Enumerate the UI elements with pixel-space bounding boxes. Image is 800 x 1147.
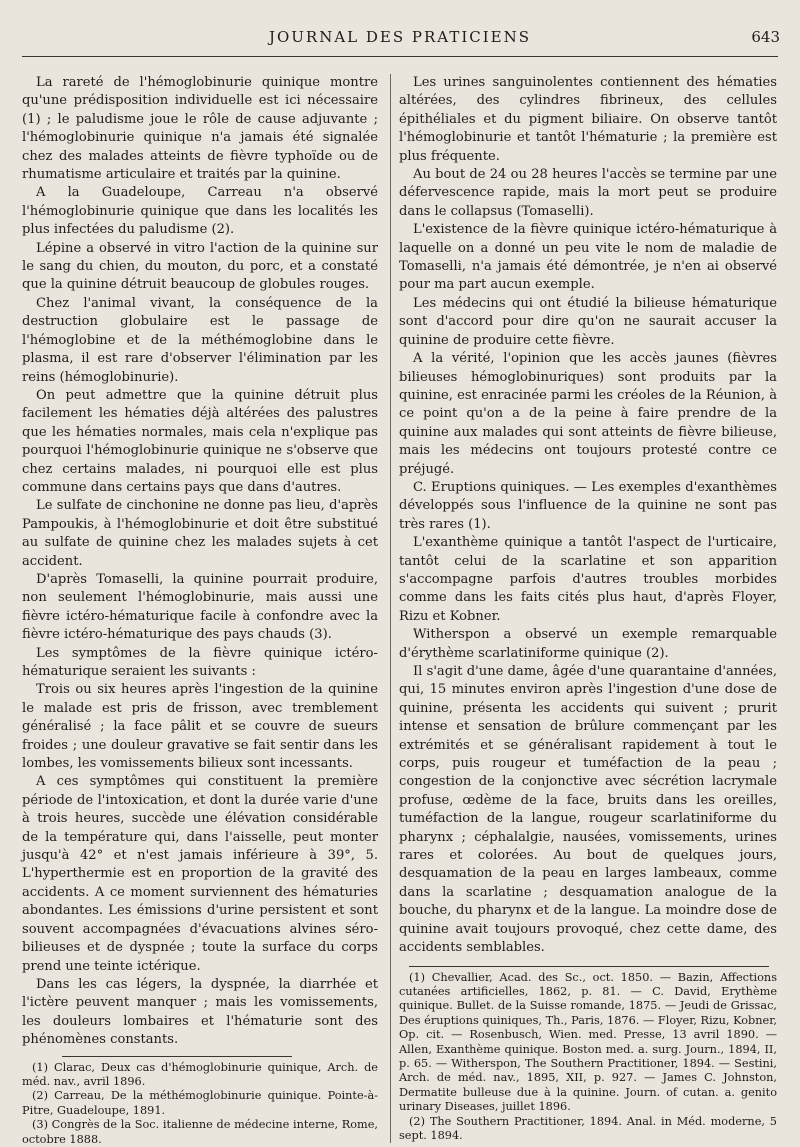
- header-rule: [22, 56, 778, 57]
- paragraph: Chez l'animal vivant, la conséquence de la destruction globulaire est le passage de l'hémoglobine et de la méthémoglobine dans le plasma, il est rare d'observer l'élimination par les reins (hémoglobinurie).: [22, 295, 378, 385]
- paragraph: L'existence de la fièvre quinique ictéro-hématurique à laquelle on a donné un peu vite le nom de maladie de Tomaselli, n'a jamais été démontrée, je n'en ai observé pour ma part aucun exemple.: [399, 222, 777, 293]
- footnote: (1) Clarac, Deux cas d'hémoglobinurie quinique, Arch. de méd. nav., avril 1896.: [22, 1060, 378, 1088]
- paragraph: Lépine a observé in vitro l'action de la quinine sur le sang du chien, du mouton, du porc, et a constaté que la quinine détruit beaucoup de globules rouges.: [22, 240, 378, 293]
- right-column: [390, 74, 777, 1143]
- journal-title: JOURNAL DES PRATICIENS: [268, 28, 532, 46]
- paragraph: La rareté de l'hémoglobinurie quinique montre qu'une prédisposition individuelle est ici nécessaire (1) ; le paludisme joue le rôle de cause adjuvante ; l'hémoglobinurie quinique n'a jamais été signalée chez des malades atteints de fièvre typhoïde ou de rhumatisme articulaire et traités par la quinine.: [22, 75, 378, 183]
- footnote-rule: [62, 1056, 292, 1057]
- paragraph: Les urines sanguinolentes contiennent des hématies altérées, des cylindres fibrineux, des cellules épithéliales et du pigment biliaire. On observe tantôt l'hémoglobinurie et tantôt l'hématurie ; la première est plus fréquente.: [399, 75, 777, 164]
- page-number: 643: [751, 28, 780, 46]
- footnote: (1) Chevallier, Acad. des Sc., oct. 1850. — Bazin, Affections cutanées artificielles, 1862, p. 81. — C. David, Erythème quinique. Bullet. de la Suisse romande, 1875. — Jeudi de Grissac, Des éruptions quiniques, Th., Paris, 1876. — Floyer, Rizu, Kobner, Op. cit. — Rosenbusch, Wien. med. Presse, 13 avril 1890. — Allen, Exanthème quinique. Boston med. a. surg. Journ., 1894, II, p. 65. — Witherspon, The Southern Practitioner, 1894. — Sestini, Arch. de méd. nav., 1895, XII, p. 927. — James C. Johnston, Dermatite bulleuse due à la quinine. Journ. of cutan. a. genito urinary Diseases, juillet 1896.: [399, 970, 777, 1114]
- paragraph: On peut admettre que la quinine détruit plus facilement les hématies déjà altérées des palustres que les hématies normales, mais cela n'explique pas pourquoi l'hémoglobinurie quinique ne s'observe que chez certains malades, ni pourquoi elle est plus commune dans certains pays que dans d'autres.: [22, 387, 378, 495]
- footnote: (2) Carreau, De la méthémoglobinurie quinique. Pointe-à-Pitre, Guadeloupe, 1891.: [22, 1089, 378, 1117]
- paragraph: L'exanthème quinique a tantôt l'aspect de l'urticaire, tantôt celui de la scarlatine et son apparition s'accompagne parfois d'autres troubles morbides comme dans les faits cités plus haut, d'après Floyer, Rizu et Kobner.: [399, 535, 777, 624]
- left-column: [22, 74, 378, 1147]
- paragraph: C. Eruptions quiniques. — Les exemples d'exanthèmes développés sous l'influence de la quinine ne sont pas très rares (1).: [399, 479, 777, 532]
- paragraph: Witherspon a observé un exemple remarquable d'érythème scarlatiniforme quinique (2).: [399, 627, 777, 661]
- footnote-rule: [409, 966, 769, 967]
- paragraph: D'après Tomaselli, la quinine pourrait produire, non seulement l'hémoglobinurie, mais aussi une fièvre ictéro-hématurique facile à confondre avec la fièvre ictéro-hématurique des pays chauds (3).: [22, 571, 378, 643]
- right-footnotes: [399, 971, 777, 1144]
- paragraph: A la vérité, l'opinion que les accès jaunes (fièvres bilieuses hémoglobinuriques) sont produits par la quinine, est enracinée parmi les créoles de la Réunion, à ce point qu'on a de la peine à faire prendre de la quinine aux malades qui sont atteints de fièvre bilieuse, mais les médecins ont toujours protesté contre ce préjugé.: [399, 351, 777, 477]
- paragraph: Au bout de 24 ou 28 heures l'accès se termine par une défervescence rapide, mais la mort peut se produire dans le collapsus (Tomaselli).: [399, 167, 777, 219]
- paragraph: Les symptômes de la fièvre quinique ictéro-hématurique seraient les suivants :: [22, 645, 378, 679]
- paragraph: A la Guadeloupe, Carreau n'a observé l'hémoglobinurie quinique que dans les localités les plus infectées du paludisme (2).: [22, 185, 378, 238]
- page-header: [20, 28, 780, 48]
- paragraph: Les médecins qui ont étudié la bilieuse hématurique sont d'accord pour dire qu'on ne saurait accuser la quinine de produire cette fièvre.: [399, 295, 777, 348]
- paragraph: Dans les cas légers, la dyspnée, la diarrhée et l'ictère peuvent manquer ; mais les vomissements, les douleurs lombaires et l'hématurie sont des phénomènes constants.: [22, 976, 378, 1048]
- footnote: (2) The Southern Practitioner, 1894. Anal. in Méd. moderne, 5 sept. 1894.: [399, 1114, 777, 1142]
- paragraph: Il s'agit d'une dame, âgée d'une quarantaine d'années, qui, 15 minutes environ après l'ingestion d'une dose de quinine, présenta les accidents qui suivent ; prurit intense et sensation de brûlure commençant par les extrémités et se généralisant rapidement à tout le corps, puis rougeur et tuméfaction de la peau ; congestion de la conjonctive avec sécrétion lacrymale profuse, œdème de la face, bruits dans les oreilles, tuméfaction de la langue, rougeur scarlatiniforme du pharynx ; céphalalgie, nausées, vomissements, urines rares et colorées. Au bout de quelques jours, desquamation de la peau en larges lambeaux, comme dans la scarlatine ; desquamation analogue de la bouche, du pharynx et de la langue. La moindre dose de quinine avait toujours provoqué, chez cette dame, des accidents semblables.: [399, 664, 777, 956]
- paragraph: A ces symptômes qui constituent la première période de l'intoxication, et dont la durée varie d'une à trois heures, succède une élévation considérable de la température qui, dans l'aisselle, peut monter jusqu'à 42° et n'est jamais inférieure à 39°, 5. L'hyperthermie est en proportion de la gravité des accidents. A ce moment surviennent des hématuries abondantes. Les émissions d'urine persistent et sont souvent accompagnées d'évacuations alvines séro-bilieuses et de dyspnée ; toute la surface du corps prend une teinte ictérique.: [22, 774, 378, 974]
- paragraph: Trois ou six heures après l'ingestion de la quinine le malade est pris de frisson, avec tremblement généralisé ; la face pâlit et se couvre de sueurs froides ; une douleur gravative se fait sentir dans les lombes, les vomissements bilieux sont incessants.: [22, 682, 378, 772]
- paragraph: Le sulfate de cinchonine ne donne pas lieu, d'après Pampoukis, à l'hémoglobinurie et doit être substitué au sulfate de quinine chez les malades sujets à cet accident.: [22, 498, 378, 569]
- left-footnotes: [22, 1061, 378, 1147]
- footnote: (3) Congrès de la Soc. italienne de médecine interne, Rome, octobre 1888.: [22, 1118, 378, 1146]
